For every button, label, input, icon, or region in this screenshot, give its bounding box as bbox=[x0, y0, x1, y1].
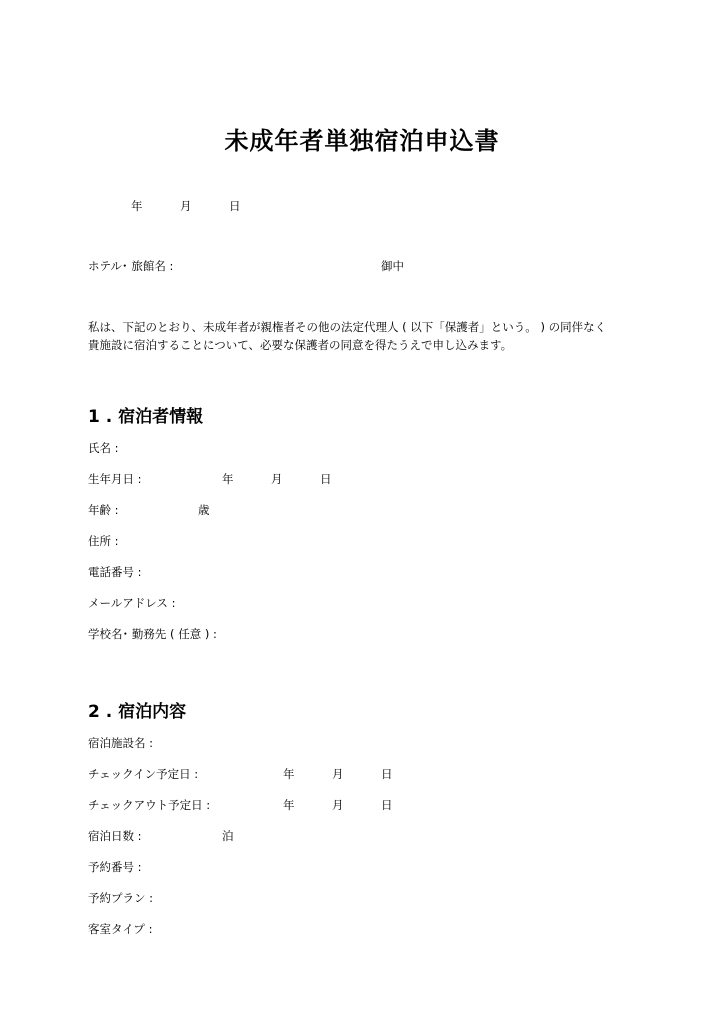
birthdate-day-label: 日 bbox=[320, 472, 332, 486]
nights-unit: 泊 bbox=[222, 829, 234, 843]
date-day-label: 日 bbox=[229, 199, 241, 213]
birthdate-label: 生年月日 : bbox=[88, 472, 142, 486]
intro-line-1: 私は、下記のとおり、未成年者が親権者その他の法定代理人 ( 以下「保護者」という。 ) の同伴なく bbox=[88, 320, 607, 334]
room-type-label: 客室タイプ : bbox=[88, 922, 153, 936]
guest-name-label: 氏名 : bbox=[88, 441, 119, 455]
facility-label: 宿泊施設名 : bbox=[88, 736, 154, 750]
intro-line-2: 貴施設に宿泊することについて、必要な保護者の同意を得たうえで申し込みます。 bbox=[88, 338, 513, 352]
intro-paragraph bbox=[88, 318, 648, 354]
checkin-label: チェックイン予定日 : bbox=[88, 767, 199, 781]
hotel-name-label: ホテル･ 旅館名 : bbox=[88, 259, 174, 273]
reservation-number-label: 予約番号 : bbox=[88, 860, 142, 874]
nights-label: 宿泊日数 : bbox=[88, 829, 142, 843]
checkin-year-label: 年 bbox=[283, 767, 295, 781]
section-1-heading: 1 . 宿泊者情報 bbox=[88, 407, 204, 427]
checkout-label: チェックアウト予定日 : bbox=[88, 798, 211, 812]
email-label: メールアドレス : bbox=[88, 596, 176, 610]
birthdate-month-label: 月 bbox=[271, 472, 283, 486]
reservation-plan-label: 予約プラン : bbox=[88, 891, 154, 905]
checkout-month-label: 月 bbox=[332, 798, 344, 812]
date-month-label: 月 bbox=[180, 199, 192, 213]
age-unit: 歳 bbox=[198, 503, 210, 517]
hotel-suffix: 御中 bbox=[381, 259, 404, 273]
address-label: 住所 : bbox=[88, 534, 119, 548]
phone-label: 電話番号 : bbox=[88, 565, 142, 579]
checkout-day-label: 日 bbox=[381, 798, 393, 812]
section-2-heading: 2 . 宿泊内容 bbox=[88, 702, 187, 722]
checkin-day-label: 日 bbox=[381, 767, 393, 781]
checkout-year-label: 年 bbox=[283, 798, 295, 812]
date-year-label: 年 bbox=[131, 199, 143, 213]
school-label: 学校名･ 勤務先 ( 任意 ) : bbox=[88, 627, 217, 641]
birthdate-year-label: 年 bbox=[222, 472, 234, 486]
checkin-month-label: 月 bbox=[332, 767, 344, 781]
age-label: 年齢 : bbox=[88, 503, 119, 517]
page-title: 未成年者単独宿泊申込書 bbox=[224, 127, 500, 155]
